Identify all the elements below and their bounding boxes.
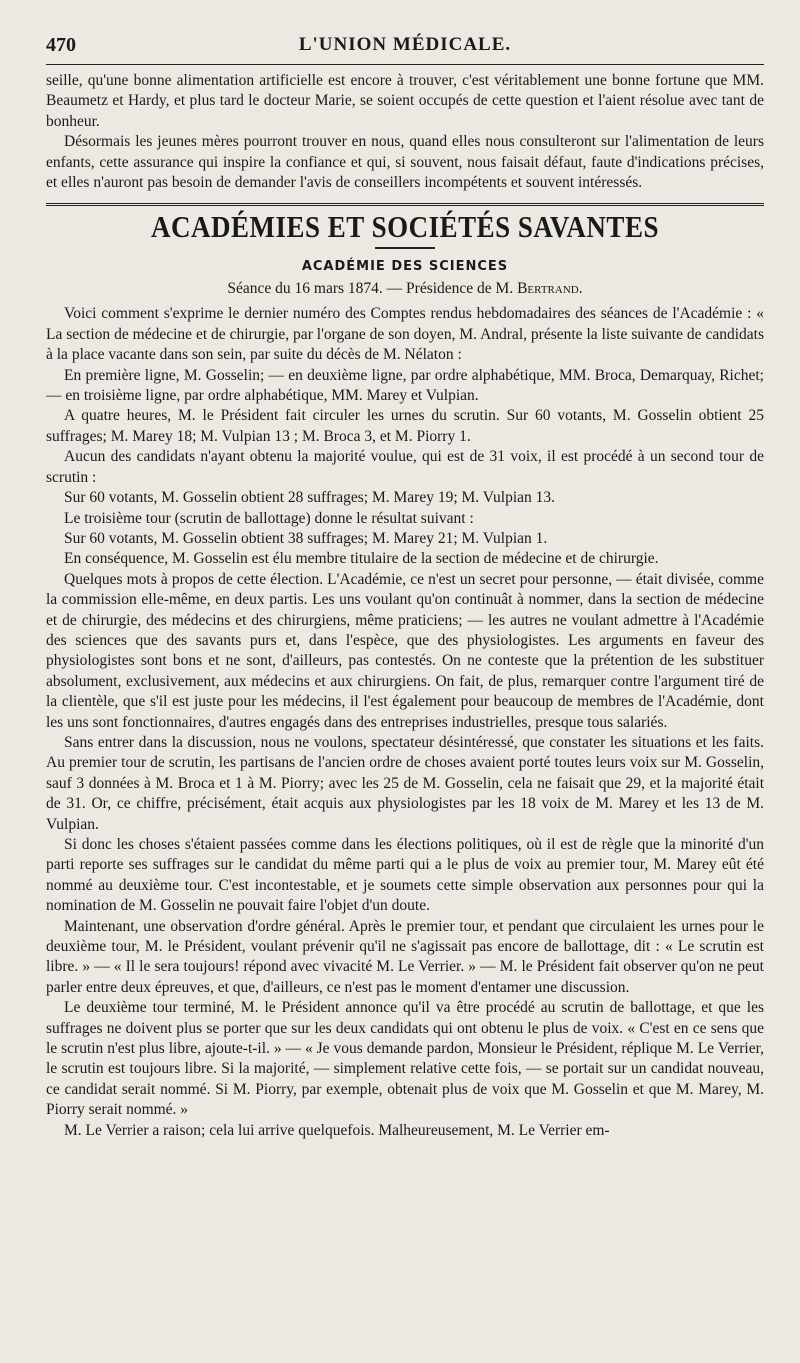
body-paragraph: Maintenant, une observation d'ordre général. Après le premier tour, et pendant que circulaient les urnes pour le deuxième tour, M. le Président, voulant prévenir qu'il ne s'agissait pas encore de ballottage, dit : « Le scrutin est libre. » — « Il le sera toujours! répond avec vivacité M. Le Verrier. » — M. le Président fait observer qu'on ne peut parler entre deux épreuves, et que, d'ailleurs, ce n'est pas le moment d'entamer une discussion. [46, 917, 764, 996]
body-paragraph: A quatre heures, M. le Président fait circuler les urnes du scrutin. Sur 60 votants, M. Gosselin obtient 25 suffrages; M. Marey 18; M. Vulpian 13 ; M. Broca 3, et M. Piorry 1. [46, 407, 764, 445]
session-date: Séance du 16 mars 1874. — Présidence de M. [227, 280, 518, 298]
intro-text [46, 71, 764, 193]
body-paragraph: Sans entrer dans la discussion, nous ne voulons, spectateur désintéressé, que constater les situations et les faits. Au premier tour de scrutin, les partisans de l'ancien ordre de choses avaient porté toutes leurs voix sur M. Gosselin, sauf 3 données à M. Broca et 1 à M. Piorry; avec les 25 de M. Gosselin, cela ne faisait que 29, et la majorité était de 31. Or, ce chiffre, précisément, était acquis aux physiologistes par les 18 voix de M. Marey et les 13 de M. Vulpian. [46, 733, 764, 833]
title-rule [375, 247, 435, 249]
body-paragraph: En conséquence, M. Gosselin est élu membre titulaire de la section de médecine et de chirurgie. [64, 550, 659, 568]
body-paragraph: Sur 60 votants, M. Gosselin obtient 38 suffrages; M. Marey 21; M. Vulpian 1. [64, 529, 548, 547]
subsection-title: ACADÉMIE DES SCIENCES [301, 259, 509, 275]
section-divider [46, 203, 764, 206]
running-head [46, 30, 764, 60]
body-paragraph: M. Le Verrier a raison; cela lui arrive quelquefois. Malheureusement, M. Le Verrier em- [64, 1121, 610, 1139]
body-paragraph: Voici comment s'exprime le dernier numéro des Comptes rendus hebdomadaires des séances de l'Académie : « La section de médecine et de chirurgie, par l'organe de son doyen, M. Andral, présente la liste suivante de candidats à la place vacante dans son sein, par suite du décès de M. Nélaton : [46, 305, 764, 364]
body-paragraph: Sur 60 votants, M. Gosselin obtient 28 suffrages; M. Marey 19; M. Vulpian 13. [64, 489, 556, 507]
journal-title: L'UNION MÉDICALE. [298, 34, 512, 55]
article-body [46, 304, 764, 1141]
body-paragraph: Aucun des candidats n'ayant obtenu la majorité voulue, qui est de 31 voix, il est procédé à un second tour de scrutin : [46, 448, 764, 486]
body-paragraph: Si donc les choses s'étaient passées comme dans les élections politiques, où il est de règle que la minorité d'un parti reporte ses suffrages sur le candidat du même parti qui a le plus de voix au premier tour, M. Marey eût été nommé au deuxième tour. C'est incontestable, et je soumets cette simple observation aux personnes pour qui la nomination de M. Gosselin ne pouvait faire l'objet d'un doute. [46, 836, 764, 915]
session-line [46, 280, 764, 298]
intro-paragraph: seille, qu'une bonne alimentation artificielle est encore à trouver, c'est véritablement une bonne fortune que MM. Beaumetz et Hardy, et plus tard le docteur Marie, se soient occupés de cette question et l'aient résolue avec tant de bonheur. [46, 72, 764, 130]
body-paragraph: En première ligne, M. Gosselin; — en deuxième ligne, par ordre alphabétique, MM. Broca, Demarquay, Richet; — en troisième ligne, par ordre alphabétique, MM. Marey et Vulpian. [46, 366, 764, 405]
intro-paragraph: Désormais les jeunes mères pourront trouver en nous, quand elles nous consulteront sur l'alimentation de leurs enfants, cette assurance qui inspire la confiance et qui, si souvent, nous faisait défaut, faute d'indications précises, et elles n'auront pas besoin de demander l'avis de conseillers incompétents et souvent intéressés. [46, 133, 764, 192]
session-end: . [578, 280, 583, 298]
page-number: 470 [46, 34, 76, 56]
section-title: ACADÉMIES ET SOCIÉTÉS SAVANTES [151, 210, 659, 245]
body-paragraph: Quelques mots à propos de cette élection. L'Académie, ce n'est un secret pour personne, — était divisée, comme la commission elle-même, en deux partis. Les uns voulant qu'on continuât à nommer, dans la section de médecine et de chirurgie, des médecins et des chirurgiens, même praticiens; — les autres ne voulant admettre à l'Académie des sciences que des savants purs et, dans l'espèce, que des physiologistes. Les arguments en faveur des physiologistes sont bons et ne sont, d'ailleurs, pas contestés. On ne conteste que la prétention de les substituer absolument, exclusivement, aux médecins et aux chirurgiens. On fait, de plus, remarquer contre l'argument tiré de la clientèle, que s'il est juste pour les médecins, il l'est également pour beaucoup de membres de l'Académie, dont les uns sont fonctionnaires, d'autres engagés dans des entreprises industrielles, presque tous salariés. [46, 570, 764, 731]
header-rule [46, 64, 764, 65]
body-paragraph: Le troisième tour (scrutin de ballottage) donne le résultat suivant : [64, 509, 474, 527]
body-paragraph: Le deuxième tour terminé, M. le Président annonce qu'il va être procédé au scrutin de ballottage, et que les suffrages ne doivent plus se porter que sur les deux candidats qui ont obtenu le plus de voix. « C'est en ce sens que le scrutin n'est plus libre, ajoute-t-il. » — « Je vous demande pardon, Monsieur le Président, réplique M. Le Verrier, le scrutin est toujours libre. Si la majorité, — simplement relative cette fois, — se portait sur un candidat nouveau, ce candidat serait nommé. Si M. Piorry, par exemple, obtenait plus de voix que M. Gosselin et que M. Marey, M. Piorry serait nommé. » [46, 999, 764, 1119]
president-name: Bertrand [517, 280, 579, 298]
